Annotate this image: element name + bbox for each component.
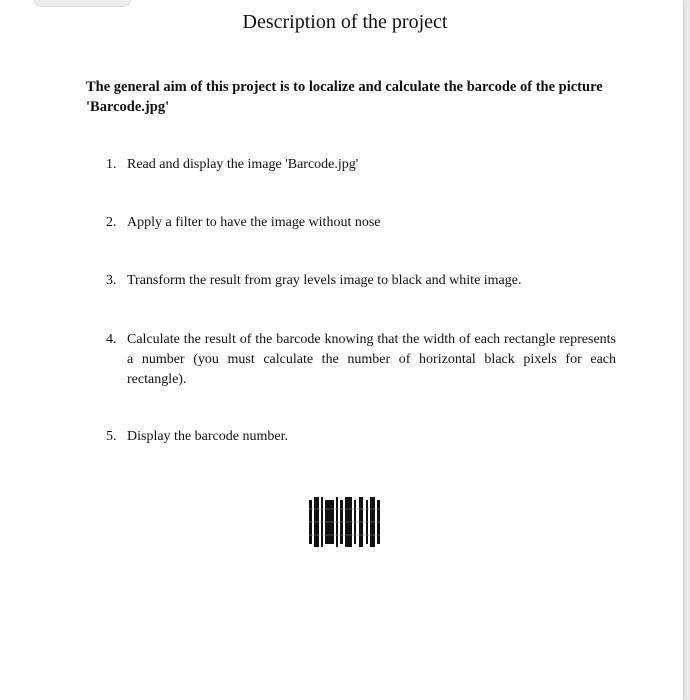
project-aim-paragraph: The general aim of this project is to localize and calculate the barcode of the picture 'Barcode.jpg' — [86, 79, 603, 115]
step-text: Transform the result from gray levels image to black and white image. — [127, 273, 522, 288]
step-number: 3. — [106, 273, 117, 288]
step-number: 4. — [106, 332, 117, 347]
step-text: Apply a filter to have the image without nose — [127, 215, 381, 230]
step-text: Read and display the image 'Barcode.jpg' — [127, 157, 359, 172]
step-item — [106, 155, 616, 175]
step-text: Calculate the result of the barcode knowing that the width of each rectangle represents a number (you must calculate the number of horizontal black pixels for each rectangle). — [127, 332, 616, 387]
top-tab-decoration — [34, 0, 131, 7]
step-item — [106, 330, 616, 390]
page-title: Description of the project — [242, 11, 448, 33]
step-item — [106, 271, 616, 291]
step-item — [106, 213, 616, 233]
step-number: 2. — [106, 215, 117, 230]
barcode-image — [309, 497, 383, 547]
step-number: 1. — [106, 157, 117, 172]
step-text: Display the barcode number. — [127, 429, 288, 444]
step-item — [106, 427, 616, 447]
step-number: 5. — [106, 429, 117, 444]
